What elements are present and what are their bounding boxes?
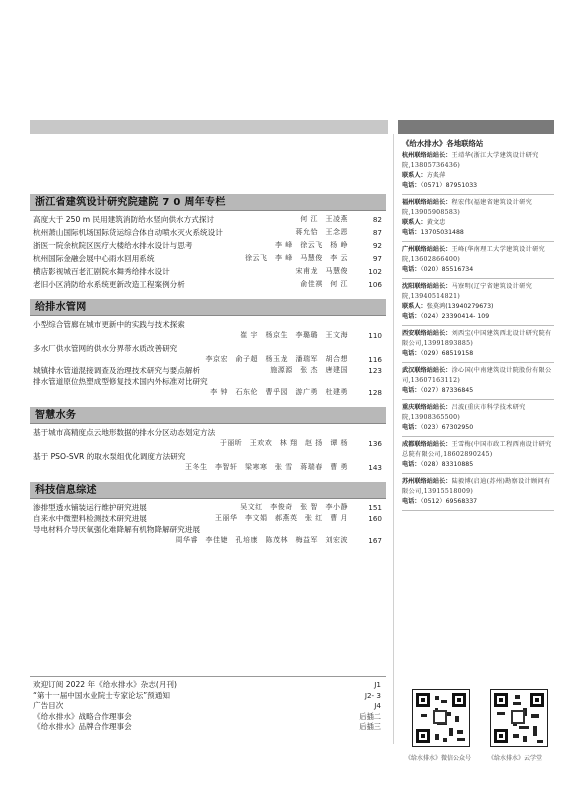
station-address: 王靖华(浙江大学建筑设计研究院,13805736436): [402, 152, 539, 169]
station-fuzhou: [402, 198, 554, 242]
station-address: 刘西宝(中国建筑西北设计研究院有限公司,13991893885): [402, 330, 552, 347]
section-heading: 给排水管网: [30, 299, 386, 316]
qr-code-classroom[interactable]: [490, 689, 548, 747]
phone-number: （029）68519158: [420, 350, 474, 357]
entry-authors: 宋甫龙 马慧俊: [295, 267, 348, 275]
entry-authors: 李京宏 俞子超 杨玉龙 潘瑞军 胡合想: [205, 355, 348, 363]
entry-page: 106: [368, 280, 382, 289]
entry-page: 102: [368, 267, 382, 276]
toc-entry-authors-row: [33, 387, 386, 398]
phone-number: （0571）87951033: [420, 182, 478, 189]
misc-entry[interactable]: [33, 680, 385, 691]
toc-entry-authors-row: [33, 462, 386, 473]
station-address: 涂心国(中南建筑设计院股份有限公司,13607163112): [402, 367, 552, 384]
divider: [30, 676, 386, 677]
misc-page: 后插三: [359, 722, 381, 731]
phone-number: （027）87336845: [420, 387, 474, 394]
phone-number: （028）83310885: [420, 461, 474, 468]
entry-page: 136: [368, 439, 382, 448]
toc-entry[interactable]: [33, 451, 386, 462]
entry-authors: 吴文红 李俊奇 张 智 李小静: [240, 503, 348, 511]
qr-finder: [530, 693, 544, 707]
toc-entry[interactable]: [33, 502, 386, 513]
sidebar-heading: 《给水排水》各地联络站: [402, 139, 484, 148]
entry-page: 116: [368, 355, 382, 364]
qr-label-classroom: 《给水排水》云学堂: [488, 755, 543, 762]
station-name: 广州联络站站长：: [402, 246, 452, 253]
entry-page: 82: [372, 215, 382, 224]
entry-page: 97: [372, 254, 382, 263]
misc-title: 欢迎订阅 2022 年《给水排水》杂志(月刊): [33, 680, 177, 689]
toc-entry[interactable]: [33, 365, 386, 376]
phone-number: （023）67302950: [420, 424, 474, 431]
entry-page: 110: [368, 331, 382, 340]
misc-entry[interactable]: [33, 712, 385, 723]
entry-page: 92: [372, 241, 382, 250]
contact-label: 联系人：: [402, 219, 427, 226]
liaison-sidebar: [402, 139, 554, 514]
misc-title: 广告目次: [33, 701, 64, 710]
table-of-contents: [30, 194, 386, 555]
entry-authors: 李 钟 石东伦 曹乎园 游广勇 杜建勇: [210, 388, 348, 396]
station-shenyang: [402, 282, 554, 326]
misc-page: J4: [374, 701, 381, 710]
qr-finder: [452, 693, 466, 707]
entry-title: 自来水中微塑料检测技术研究进展: [33, 514, 147, 523]
sidebar-header-band: [398, 120, 554, 134]
phone-label: 电话：: [402, 266, 421, 273]
station-xian: [402, 329, 554, 363]
entry-authors: 俞佳祺 何 江: [300, 280, 348, 288]
contact-name: 张莫鸿(13940279673): [426, 303, 494, 310]
entry-page: 167: [368, 536, 382, 545]
entry-authors: 于丽昕 王欢欢 林 翔 赵 扬 谭 杨: [219, 439, 348, 447]
entry-authors: 何 江 王凌燕: [300, 215, 348, 223]
phone-label: 电话：: [402, 350, 421, 357]
station-name: 沈阳联络站站长：: [402, 283, 452, 290]
phone-label: 电话：: [402, 424, 421, 431]
station-address: 程宏伟(福建省建筑设计研究院,13905908583): [402, 199, 533, 216]
column-divider: [393, 134, 394, 744]
toc-entry[interactable]: [33, 524, 386, 535]
entry-authors: 施源源 张 杰 唐建国: [270, 366, 348, 374]
station-address: 王雪梅(中国市政工程西南设计研究总院有限公司,18602890245): [402, 441, 552, 458]
phone-number: 13705031488: [420, 229, 464, 236]
entry-authors: 徐云飞 李 峰 马慧俊 李 云: [245, 254, 348, 262]
entry-title: 浙医一院余杭院区医疗大楼给水排水设计与思考: [33, 241, 193, 250]
section-heading: 浙江省建筑设计研究院建院 7 0 周年专栏: [30, 194, 386, 211]
station-name: 西安联络站站长：: [402, 330, 452, 337]
section-heading: 智慧水务: [30, 407, 386, 424]
misc-entry[interactable]: [33, 691, 385, 702]
section-pipe-network: [30, 299, 386, 398]
misc-title: 《给水排水》战略合作理事会: [33, 711, 132, 721]
qr-finder: [494, 729, 508, 743]
station-address: 王峰(华南理工大学建筑设计研究院,13602866400): [402, 246, 546, 263]
entry-title: 城镇排水管道混接调查及治理技术研究与要点解析: [33, 366, 201, 375]
entry-page: 87: [372, 228, 382, 237]
toc-entry-authors-row: [33, 438, 386, 449]
toc-entry-authors-row: [33, 535, 386, 546]
station-chengdu: [402, 440, 554, 474]
entry-title: 排水管道原位热塑成型修复技术国内外标准对比研究: [33, 377, 208, 386]
entry-page: 143: [368, 463, 382, 472]
phone-label: 电话：: [402, 498, 421, 505]
entry-title: 杭州国际金融会展中心雨水回用系统: [33, 254, 155, 263]
misc-entry[interactable]: [33, 701, 385, 712]
entry-authors: 崔 宇 杨京生 李璐璐 王文海: [240, 331, 348, 339]
entry-title: 基于 PSO-SVR 的取水泵组优化调度方法研究: [33, 452, 186, 461]
entry-authors: 蒋允恰 王念恩: [295, 228, 348, 236]
toc-entry[interactable]: [33, 343, 386, 354]
toc-entry[interactable]: [33, 513, 386, 524]
entry-page: 151: [368, 503, 382, 512]
station-wuhan: [402, 366, 554, 400]
toc-entry[interactable]: [33, 376, 386, 387]
entry-title: 导电材料介导厌氧强化难降解有机物降解研究进展: [33, 525, 201, 534]
misc-page: J2- 3: [364, 690, 381, 700]
misc-title: 《给水排水》品牌合作理事会: [33, 722, 132, 731]
toc-entry[interactable]: [33, 319, 386, 330]
toc-entry-authors-row: [33, 330, 386, 341]
entry-page: 128: [368, 388, 382, 397]
contact-label: 联系人：: [402, 172, 427, 179]
toc-entry[interactable]: [33, 253, 386, 264]
toc-entry[interactable]: [33, 214, 386, 225]
contact-name: 黄文忠: [426, 219, 446, 226]
misc-title: “第十一届中国水业院士专家论坛”预通知: [33, 690, 170, 700]
entry-authors: 周华睿 李佳婕 孔培康 陈茂林 梅益军 刘宏波: [175, 536, 348, 544]
section-zhejiang: [30, 194, 386, 290]
entry-title: 老旧小区消防给水系统更新改造工程案例分析: [33, 280, 185, 289]
contact-name: 方炙萍: [426, 172, 446, 179]
entry-title: 横店影视城百老汇剧院水舞秀给排水设计: [33, 267, 170, 276]
entry-title: 高度大于 250 m 民用建筑消防给水竖向供水方式探讨: [33, 215, 215, 224]
phone-label: 电话：: [402, 229, 421, 236]
toc-entry[interactable]: [33, 240, 386, 251]
station-name: 福州联络站站长：: [402, 199, 452, 206]
entry-title: 多水厂供水管网的供水分界带水质改善研究: [33, 344, 178, 353]
phone-number: （024）23390414- 109: [420, 313, 490, 320]
misc-entry[interactable]: [33, 722, 385, 733]
section-smart-water: [30, 407, 386, 473]
misc-page: J1: [374, 680, 381, 689]
entry-page: 123: [368, 366, 382, 375]
station-suzhou: [402, 477, 554, 511]
station-name: 苏州联络站站长：: [402, 478, 452, 485]
entry-title: 小型综合管廊在城市更新中的实践与技术探索: [33, 320, 185, 329]
station-name: 武汉联络站站长：: [402, 367, 452, 374]
phone-label: 电话：: [402, 387, 421, 394]
toc-entry-authors-row: [33, 354, 386, 365]
station-name: 重庆联络站站长：: [402, 404, 452, 411]
entry-page: 160: [368, 514, 382, 523]
station-chongqing: [402, 403, 554, 437]
phone-label: 电话：: [402, 461, 421, 468]
station-name: 杭州联络站站长：: [402, 152, 452, 159]
phone-number: （020）85516734: [420, 266, 474, 273]
entry-authors: 王丽华 李文娟 郝燕英 张 红 曹 月: [215, 514, 348, 522]
phone-label: 电话：: [402, 182, 421, 189]
station-hangzhou: [402, 151, 554, 195]
entry-title: 基于城市高精度点云地形数据的排水分区动态划定方法: [33, 428, 216, 437]
section-heading: 科技信息综述: [30, 482, 386, 499]
qr-finder: [494, 693, 508, 707]
section-tech-review: [30, 482, 386, 546]
phone-number: （0512）69568337: [420, 498, 478, 505]
phone-label: 电话：: [402, 313, 421, 320]
toc-entry[interactable]: [33, 279, 386, 290]
toc-entry[interactable]: [33, 266, 386, 277]
entry-title: 杭州萧山国际机场国际货运综合体自动喷水灭火系统设计: [33, 228, 223, 237]
entry-authors: 王冬生 李智轩 梁寒寒 张 雪 蒋瑞春 曹 勇: [185, 463, 348, 471]
qr-code-wechat[interactable]: [412, 689, 470, 747]
station-address: 马寮明(辽宁省建筑设计研究院,13940514821): [402, 283, 533, 300]
station-name: 成都联络站站长：: [402, 441, 452, 448]
station-guangzhou: [402, 245, 554, 279]
misc-contents: [33, 680, 385, 733]
station-address: 吕波(重庆市科学技术研究院,13908365500): [402, 404, 526, 421]
header-band: [30, 120, 388, 134]
qr-finder: [416, 729, 430, 743]
entry-authors: 李 峰 徐云飞 杨 峥: [275, 241, 348, 249]
station-address: 陆毅博(启迪(苏州)勘察设计顾问有限公司,13915518009): [402, 478, 551, 495]
entry-title: 渗排型透水铺装运行维护研究进展: [33, 503, 147, 512]
toc-entry[interactable]: [33, 427, 386, 438]
qr-label-wechat: 《给水排水》微信公众号: [405, 755, 472, 762]
toc-entry[interactable]: [33, 227, 386, 238]
contact-label: 联系人：: [402, 303, 427, 310]
qr-finder: [416, 693, 430, 707]
misc-page: 后插二: [359, 711, 381, 721]
